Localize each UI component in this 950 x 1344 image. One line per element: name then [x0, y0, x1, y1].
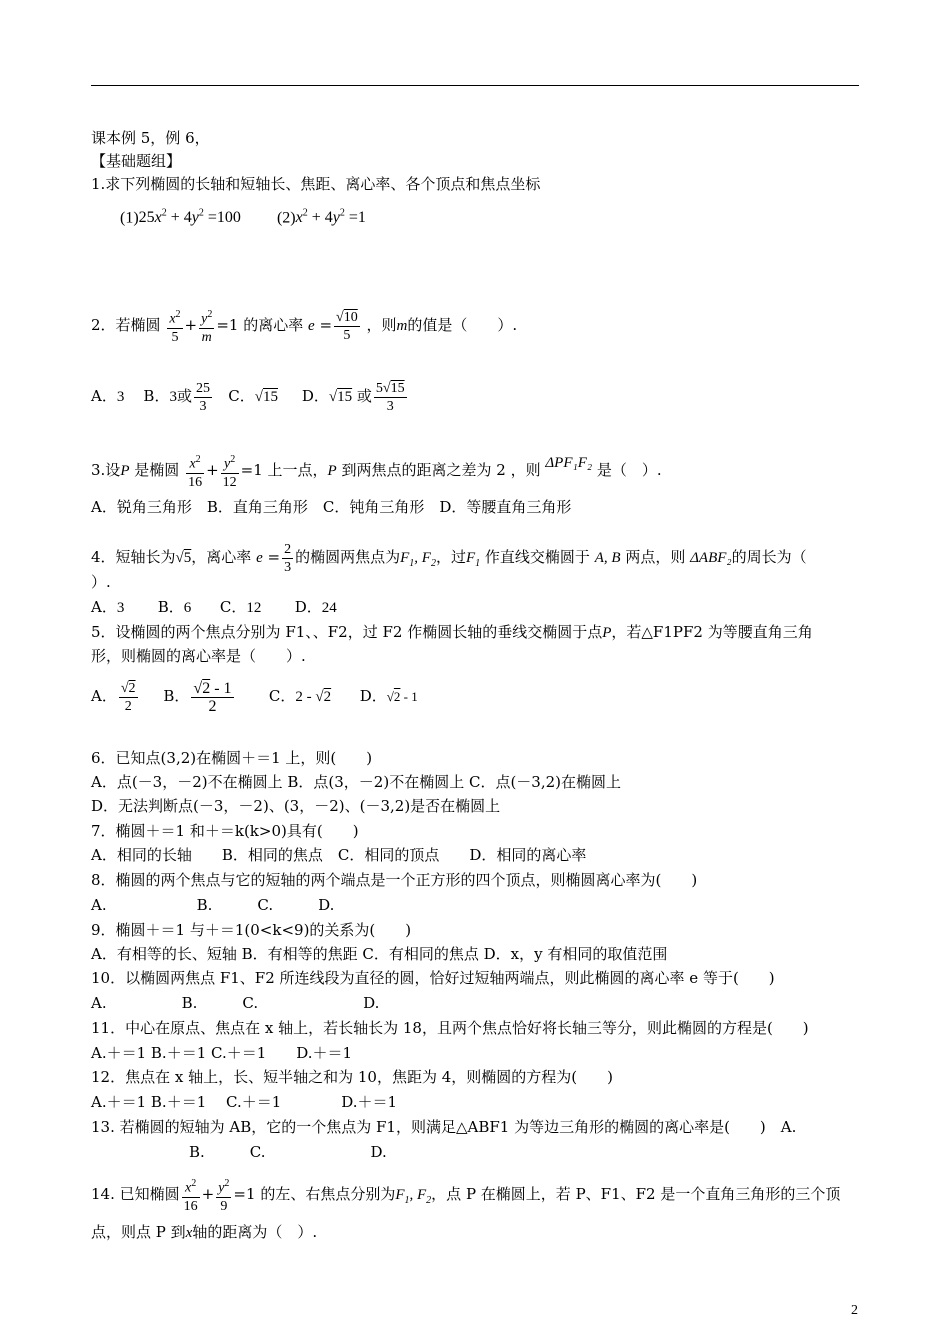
question-1-equations	[120, 204, 366, 228]
q14-line2a: 点，则点 P 到	[91, 1223, 186, 1241]
question-11-options: A.＋＝1 B.＋＝1 C.＋＝1 D.＋＝1	[91, 1044, 353, 1062]
q2-opt-d-or: 或	[356, 387, 372, 405]
page-number: 2	[851, 1303, 858, 1318]
question-14-cont	[91, 1222, 317, 1243]
question-6-options-abc: A．点(－3，－2)不在椭圆上 B．点(3，－2)不在椭圆上 C．点(－3,2)在椭圆上	[91, 773, 622, 791]
q3-triangle: ΔPF₁F₂	[545, 455, 593, 471]
q14-x: x	[185, 1225, 193, 1241]
q4-mid2: 的椭圆两焦点为	[295, 548, 401, 566]
q5-opt-b: B．	[163, 687, 190, 705]
q3-p: P	[120, 463, 130, 479]
question-7-options: A．相同的长轴 B．相同的焦点 C．相同的顶点 D．相同的离心率	[91, 846, 587, 864]
q14-line2b: 轴的距离为（ ）.	[192, 1223, 318, 1241]
question-8-options: A. B. C. D.	[91, 896, 335, 914]
question-12-options: A.＋＝1 B.＋＝1 C.＋＝1 D.＋＝1	[91, 1093, 398, 1111]
q5-opt-c: C．	[268, 687, 296, 705]
q2-eccentricity: $\frac{√10}{5}$	[336, 309, 358, 343]
q4-mid5: 两点，则	[625, 548, 686, 566]
q5-opt-d-val: √2 - 1	[386, 689, 418, 704]
q3-fraction-x: $\frac{x^2}{16}$	[186, 451, 204, 491]
q5-opt-a-val: $\frac{√2}{2}$	[120, 680, 136, 714]
q4-suffix: 的周长为（	[731, 548, 807, 566]
q2-opt-d: D．	[301, 387, 329, 405]
header-rule	[91, 85, 859, 86]
q2-suffix2: 的值是（ ）.	[407, 316, 518, 334]
q5-opt-d: D．	[359, 687, 387, 705]
eq2-label: (2)	[276, 209, 296, 227]
q4-opt-d-val: 24	[321, 600, 337, 616]
q4-opt-d: D．	[294, 598, 322, 616]
q14-mid1: 的左、右焦点分别为	[260, 1185, 396, 1203]
q3-fraction-y: $\frac{y^2}{12}$	[221, 451, 239, 491]
q4-triangle: ΔABF₂	[690, 550, 732, 566]
q14-fraction-y: $\frac{y^2}{9}$	[216, 1175, 231, 1215]
q5-opt-c-val: 2 - √2	[295, 689, 332, 705]
question-4-options	[91, 597, 337, 618]
question-3: 3.设P 是椭圆 $\frac{x^2}{16}$ + $\frac{y^2}{12}$ =1 上一点，P 到两焦点的距离之差为 2 ，则 ΔPF₁F₂ 是（ ）.	[91, 450, 662, 491]
q4-eccentricity: $\frac{2}{3}$	[284, 541, 292, 575]
q5-opt-b-val: $\frac{√2 - 1}{2}$	[193, 679, 232, 715]
question-13-options: B. C. D.	[189, 1143, 387, 1161]
q5-line1b: ，若△F1PF2 为等腰直角三角	[611, 623, 813, 641]
q2-var: m	[396, 318, 408, 334]
question-2-options	[91, 376, 409, 417]
question-10-options: A. B. C. D.	[91, 994, 380, 1012]
q2-opt-d-frac: $\frac{5√15}{3}$	[375, 380, 405, 414]
q2-opt-d-val: √15	[328, 389, 353, 405]
q4-prefix: 4．短轴长为	[91, 548, 176, 566]
q5-line1: 5．设椭圆的两个焦点分别为 F1、、F2，过 F2 作椭圆长轴的垂线交椭圆于点	[91, 623, 603, 641]
q2-opt-c: C．	[228, 387, 255, 405]
question-1: 1.求下列椭圆的长轴和短轴长、焦距、离心率、各个顶点和焦点坐标	[91, 175, 541, 193]
question-3-options: A．锐角三角形 B．直角三角形 C．钝角三角形 D．等腰直角三角形	[91, 498, 572, 516]
q2-prefix: 2．若椭圆	[91, 316, 161, 334]
q14-foci: $F_1$, $F_2$	[395, 1187, 432, 1206]
question-10: 10．以椭圆两焦点 F1、F2 所连线段为直径的圆，恰好过短轴两端点，则此椭圆的离心率 e 等于( )	[91, 969, 775, 987]
q3-prefix: 3.设	[91, 461, 121, 479]
q2-opt-c-val: √15	[254, 389, 278, 405]
q3-suffix: 是（ ）.	[596, 461, 662, 479]
e-symbol: e	[308, 318, 315, 334]
question-6-option-d: D．无法判断点(－3，－2)、(3，－2)、(－3,2)是否在椭圆上	[91, 797, 501, 815]
q5-opt-a: A．	[91, 687, 117, 705]
question-2: 2．若椭圆 $\frac{x^2}{5}$ + $\frac{y^2}{m}$ =1 的离心率 e = $\frac{√10}{5}$ ，则m的值是（ ）.	[91, 305, 517, 346]
question-7: 7．椭圆＋＝1 和＋＝k(k>0)具有( )	[91, 822, 359, 840]
q2-fraction-y: $\frac{y^2}{m}$	[199, 306, 214, 346]
question-5-options	[91, 674, 418, 719]
question-8: 8．椭圆的两个焦点与它的短轴的两个端点是一个正方形的四个顶点，则椭圆离心率为( )	[91, 871, 698, 889]
q2-suffix1: ，则	[366, 316, 397, 334]
q4-mid3: ，过	[435, 548, 466, 566]
q2-opt-b-frac: $\frac{25}{3}$	[195, 380, 210, 414]
intro-line: 课本例 5，例 6，	[91, 129, 210, 147]
q14-mid2: ，点 P 在椭圆上，若 P、F1、F2 是一个直角三角形的三个顶	[431, 1185, 841, 1203]
question-9: 9．椭圆＋＝1 与＋＝1(0<k<9)的关系为( )	[91, 921, 412, 939]
question-9-options: A．有相等的长、短轴 B．有相等的焦距 C．有相同的焦点 D．x，y 有相同的取值范围	[91, 945, 668, 963]
question-4-cont: ）.	[91, 573, 111, 591]
q2-opt-b-or: 或	[176, 387, 192, 405]
question-5	[91, 622, 813, 643]
question-14: 14. 已知椭圆 $\frac{x^2}{16}$ + $\frac{y^2}{9}$ =1 的左、右焦点分别为$F_1$, $F_2$，点 P 在椭圆上，若 P、F1、F2 是一个直角三角形的三个顶	[91, 1172, 840, 1223]
q4-mid4: 作直线交椭圆于	[484, 548, 590, 566]
q2-opt-a-val: 3	[116, 389, 125, 405]
q4-opt-b-val: 6	[183, 600, 192, 616]
question-12: 12．焦点在 x 轴上，长、短半轴之和为 10，焦距为 4，则椭圆的方程为( )	[91, 1068, 613, 1086]
q3-mid1: 是椭圆	[134, 461, 180, 479]
q3-mid2: 上一点，	[267, 461, 328, 479]
q5-p: P	[602, 625, 612, 641]
q3-mid3: 到两焦点的距离之差为 2 ，则	[341, 461, 541, 479]
section-heading: 【基础题组】	[91, 152, 182, 170]
question-13: 13. 若椭圆的短轴为 AB，它的一个焦点为 F1，则满足△ABF1 为等边三角形的椭圆的离心率是( ) A.	[91, 1118, 797, 1136]
q4-opt-c: C．	[219, 598, 247, 616]
q2-fraction-x: $\frac{x^2}{5}$	[167, 306, 182, 346]
q4-ab: A, B	[594, 550, 621, 566]
question-11: 11．中心在原点、焦点在 x 轴上，若长轴长为 18，且两个焦点恰好将长轴三等分，则此椭圆的方程是( )	[91, 1019, 809, 1037]
q4-opt-c-val: 12	[246, 600, 262, 616]
q2-middle: 的离心率	[243, 316, 304, 334]
eq2: $x^2 + 4y^2 =1$	[295, 208, 366, 227]
q2-opt-b: B．	[143, 387, 170, 405]
eq1-label: (1)	[120, 209, 139, 227]
q4-foci: $F_1$, $F_2$	[400, 550, 436, 569]
q4-opt-b: B．	[157, 598, 184, 616]
question-4: 4．短轴长为√5，离心率 e = $\frac{2}{3}$ 的椭圆两焦点为$F_1$, $F_2$，过$F_1$ 作直线交椭圆于 A, B 两点，则 ΔABF₂的周长为（	[91, 541, 807, 575]
q14-prefix: 14. 已知椭圆	[91, 1185, 180, 1203]
q4-opt-a: A．	[91, 598, 117, 616]
q14-fraction-x: $\frac{x^2}{16}$	[182, 1175, 200, 1215]
q4-mid1: ，离心率	[191, 548, 252, 566]
q4-opt-a-val: 3	[116, 600, 125, 616]
q2-opt-b-val: 3	[169, 389, 177, 405]
eq1: $25x^2 + 4y^2 =100$	[138, 208, 241, 227]
q4-sqrt5: √5	[175, 550, 192, 566]
q2-opt-a: A．	[91, 387, 117, 405]
question-5-cont: 形，则椭圆的离心率是（ ）.	[91, 647, 306, 665]
question-6: 6．已知点(3,2)在椭圆＋＝1 上，则( )	[91, 749, 373, 767]
